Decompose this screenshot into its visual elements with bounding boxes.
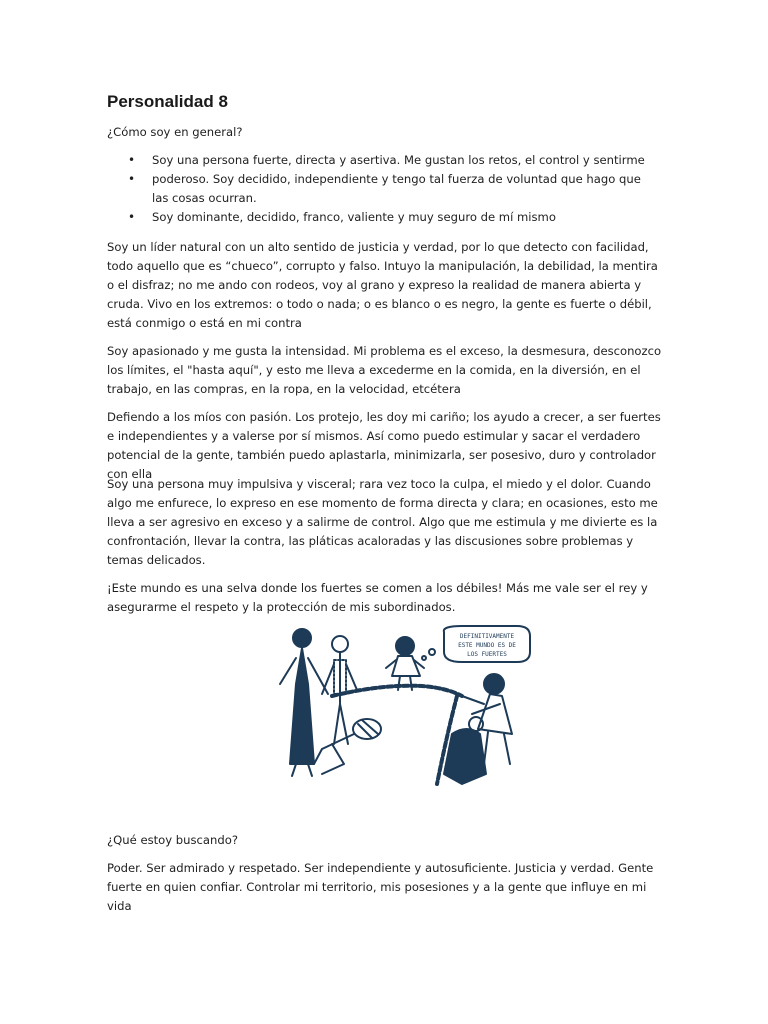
tug-of-war-illustration — [262, 624, 542, 799]
bullet-icon: • — [128, 153, 136, 167]
paragraph-impulsive: Soy una persona muy impulsiva y visceral; rara vez toco la culpa, el miedo y el dolor. Cuando algo me enfurece, lo expreso en ese momento de forma directa y clara; en ocasiones, esto me lleva a ser agresivo en exceso y a salirme de control. Algo que me estimula y me divierte es la confrontación, llevar la contra, las pláticas acaloradas y las discusiones sobre problemas y temas delicados. — [107, 477, 658, 567]
paragraph-leader: Soy un líder natural con un alto sentido de justicia y verdad, por lo que detecto con facilidad, todo aquello que es “chueco”, corrupto y falso. Intuyo la manipulación, la debilidad, la mentira o el disfraz; no me ando con rodeos, voy al grano y expreso la realidad de manera abierta y cruda. Vivo en los extremos: o todo o nada; o es blanco o es negro, la gente es fuerte o débil, está conmigo o está en mi contra — [107, 240, 658, 330]
bullet-icon: • — [128, 172, 136, 186]
question-search: ¿Qué estoy buscando? — [107, 833, 238, 847]
list-item: • Soy una persona fuerte, directa y asertiva. Me gustan los retos, el control y sentirme — [107, 151, 647, 170]
bullet-icon: • — [128, 210, 136, 224]
list-item: • poderoso. Soy decidido, independiente y tengo tal fuerza de voluntad que hago que las cosas ocurran. — [128, 172, 641, 205]
speech-text-line: DEFINITIVAMENTE — [459, 633, 515, 640]
paragraph-defend: Defiendo a los míos con pasión. Los protejo, les doy mi cariño; los ayudo a crecer, a ser fuertes e independientes y a valerse por sí mismos. Así como puedo estimular y sacar el verdadero potencial de la gente, también puedo aplastarla, minimizarla, ser posesivo, duro y controlador con ella — [107, 410, 661, 481]
list-item: • Soy dominante, decidido, franco, valiente y muy seguro de mí mismo — [107, 208, 647, 227]
paragraph-passion: Soy apasionado y me gusta la intensidad. Mi problema es el exceso, la desmesura, desconozco los límites, el "hasta aquí", y esto me lleva a excederme en la comida, en la diversión, en el trabajo, en las compras, en la ropa, en la velocidad, etcétera — [107, 344, 662, 396]
paragraph-jungle: ¡Este mundo es una selva donde los fuertes se comen a los débiles! Más me vale ser el rey y asegurarme el respeto y la protección de mis subordinados. — [107, 581, 648, 614]
page-title: Personalidad 8 — [107, 92, 228, 111]
speech-text-line: ESTE MUNDO ES DE — [458, 642, 516, 649]
traits-list — [107, 151, 647, 227]
question-general: ¿Cómo soy en general? — [107, 125, 243, 139]
rope — [332, 686, 462, 696]
paragraph-search-answer: Poder. Ser admirado y respetado. Ser independiente y autosuficiente. Justicia y verdad. Gente fuerte en quien confiar. Controlar mi territorio, mis posesiones y a la gente que influye en mi vida — [107, 861, 654, 913]
speech-text-line: LOS FUERTES — [467, 651, 507, 658]
